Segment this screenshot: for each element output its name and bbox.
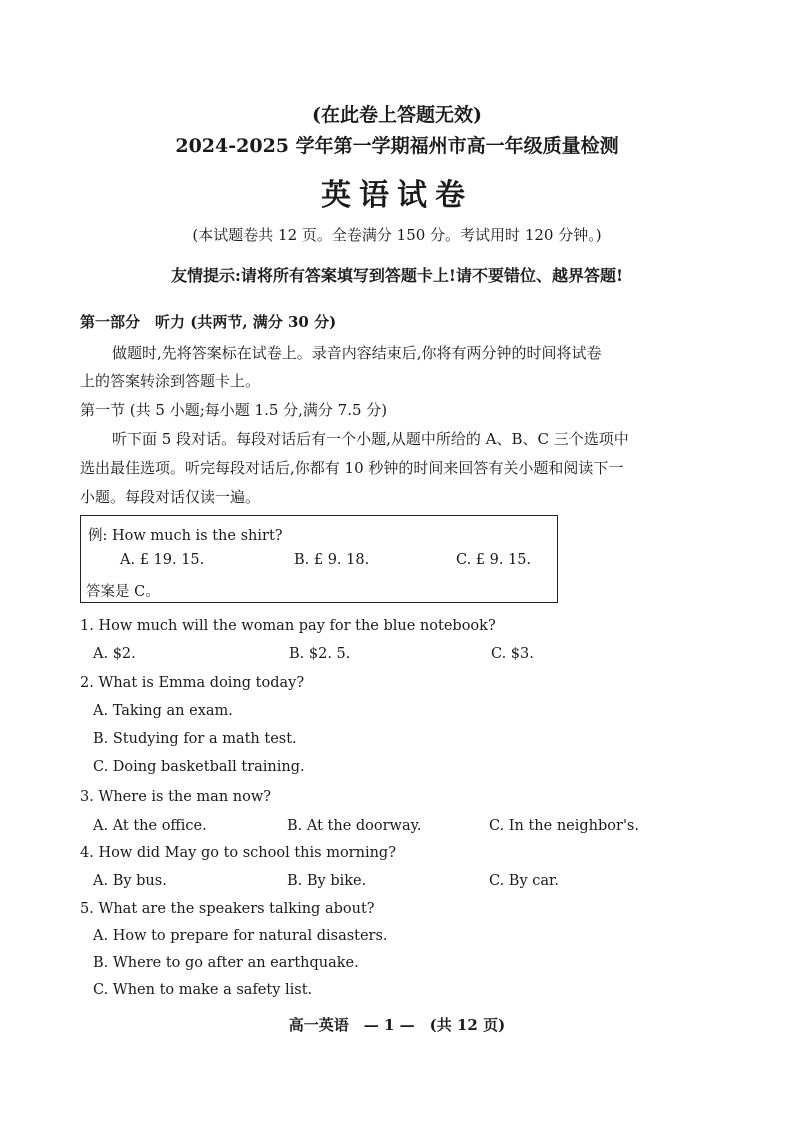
example-answer: 答案是 C。 xyxy=(86,584,160,600)
page-footer: 高一英语 — 1 — (共 12 页) xyxy=(288,1016,506,1034)
question-5-option-c: C. When to make a safety list. xyxy=(93,982,313,998)
question-5-option-a: A. How to prepare for natural disasters. xyxy=(93,928,388,944)
question-1: 1. How much will the woman pay for the blue notebook? xyxy=(80,618,496,634)
subject-title: 英语试卷 xyxy=(321,178,473,213)
example-option-c: C. £ 9. 15. xyxy=(456,552,532,568)
question-5: 5. What are the speakers talking about? xyxy=(80,901,375,917)
question-3-option-a: A. At the office. xyxy=(93,818,207,834)
question-4-option-b: B. By bike. xyxy=(287,873,367,889)
question-4-option-c: C. By car. xyxy=(489,873,559,889)
example-question: 例: How much is the shirt? xyxy=(88,528,283,544)
question-3-option-b: B. At the doorway. xyxy=(287,818,422,834)
part1-title: 第一部分 听力 (共两节, 满分 30 分) xyxy=(80,313,337,331)
part1-instruction-line2: 上的答案转涂到答题卡上。 xyxy=(80,372,261,390)
exam-title: 2024-2025 学年第一学期福州市高一年级质量检测 xyxy=(175,135,619,157)
example-option-b: B. £ 9. 18. xyxy=(294,552,370,568)
question-3-option-c: C. In the neighbor's. xyxy=(489,818,639,834)
question-2-option-c: C. Doing basketball training. xyxy=(93,759,305,775)
section1-line3: 小题。每段对话仅读一遍。 xyxy=(80,488,261,506)
question-4-option-a: A. By bus. xyxy=(93,873,167,889)
part1-instruction-line1: 做题时,先将答案标在试卷上。录音内容结束后,你将有两分钟的时间将试卷 xyxy=(112,344,602,362)
question-4: 4. How did May go to school this morning? xyxy=(80,845,396,861)
question-5-option-b: B. Where to go after an earthquake. xyxy=(93,955,359,971)
invalid-notice: (在此卷上答题无效) xyxy=(312,104,482,126)
question-2-option-a: A. Taking an exam. xyxy=(93,703,233,719)
section1-title: 第一节 (共 5 小题;每小题 1.5 分,满分 7.5 分) xyxy=(80,401,388,419)
example-option-a: A. £ 19. 15. xyxy=(120,552,205,568)
question-2-option-b: B. Studying for a math test. xyxy=(93,731,297,747)
question-1-option-a: A. $2. xyxy=(93,646,136,662)
question-1-option-b: B. $2. 5. xyxy=(289,646,351,662)
exam-info: (本试题卷共 12 页。全卷满分 150 分。考试用时 120 分钟。) xyxy=(192,226,602,244)
question-1-option-c: C. $3. xyxy=(491,646,534,662)
section1-line1: 听下面 5 段对话。每段对话后有一个小题,从题中所给的 A、B、C 三个选项中 xyxy=(112,430,629,448)
friendly-tip: 友情提示:请将所有答案填写到答题卡上!请不要错位、越界答题! xyxy=(171,266,623,285)
question-3: 3. Where is the man now? xyxy=(80,789,272,805)
section1-line2: 选出最佳选项。听完每段对话后,你都有 10 秒钟的时间来回答有关小题和阅读下一 xyxy=(80,459,624,477)
question-2: 2. What is Emma doing today? xyxy=(80,675,305,691)
